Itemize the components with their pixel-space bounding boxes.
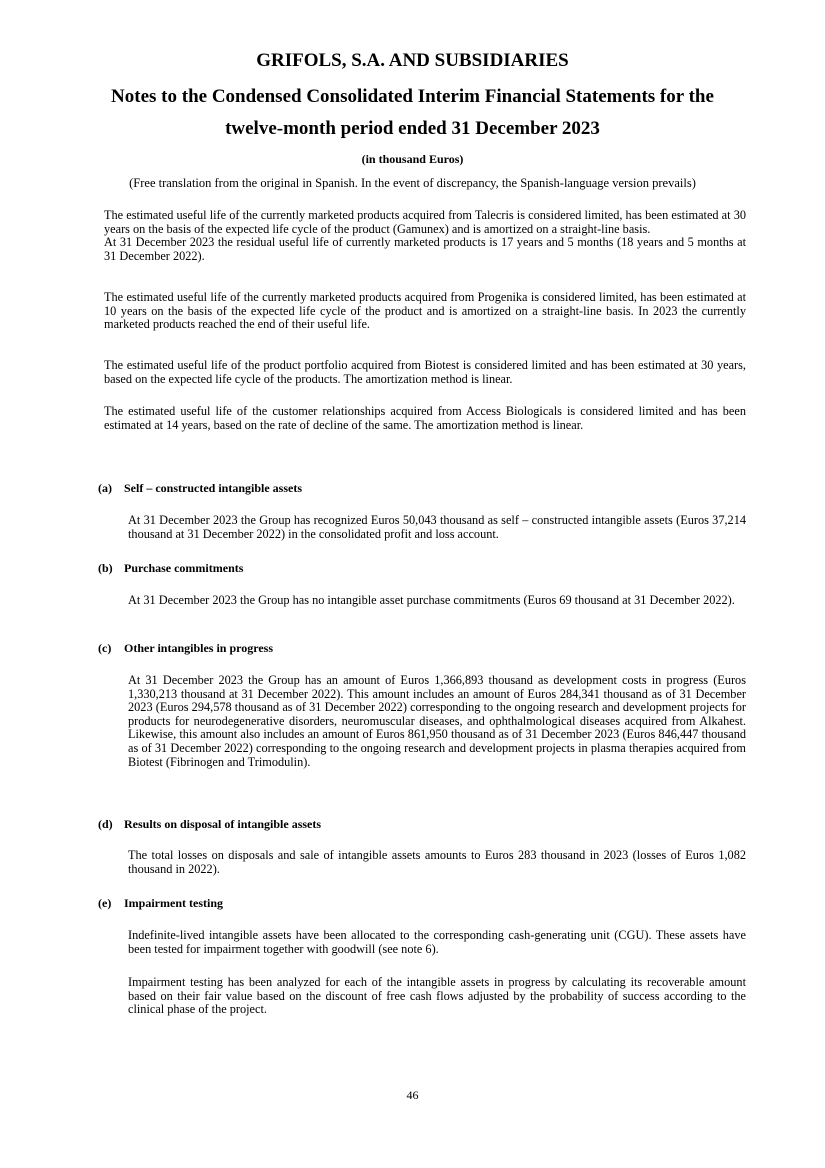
section-d-heading — [98, 817, 321, 832]
section-d-letter: (d) — [98, 817, 113, 831]
section-a-text: At 31 December 2023 the Group has recognized Euros 50,043 thousand as self – constructed intangible assets (Euros 37,214 thousand at 31 December 2022) in the consolidated profit and loss account. — [128, 513, 746, 541]
biotest-text: The estimated useful life of the product portfolio acquired from Biotest is considered limited and has been estimated at 30 years, based on the expected life cycle of the products. The amortization method is linear. — [104, 358, 746, 386]
section-c-text: At 31 December 2023 the Group has an amount of Euros 1,366,893 thousand as development costs in progress (Euros 1,330,213 thousand at 31 December 2022). This amount includes an amount of Euros 284,341 thousand as of 31 December 2023 (Euros 294,578 thousand as of 31 December 2022) corresponding to the ongoing research and development projects for products for neurodegenerative disorders, neuromuscular diseases, and ophthalmological diseases acquired from Alkahest. Likewise, this amount also includes an amount of Euros 861,950 thousand as of 31 December 2023 (Euros 846,447 thousand as of 31 December 2022) corresponding to the ongoing research and development projects in plasma therapies acquired from Biotest (Fibrinogen and Trimodulin). — [128, 673, 746, 769]
section-a-heading — [98, 481, 302, 496]
section-d-title: Results on disposal of intangible assets — [124, 817, 322, 831]
talecris-residual-life: At 31 December 2023 the residual useful life of currently marketed products is 17 years and 5 months (18 years and 5 months at 31 December 2022). — [104, 235, 746, 263]
section-a-letter: (a) — [98, 481, 112, 495]
section-e-text-1: Indefinite-lived intangible assets have been allocated to the corresponding cash-generating unit (CGU). These assets have been tested for impairment together with goodwill (see note 6). — [128, 928, 746, 956]
section-c-title: Other intangibles in progress — [124, 641, 274, 655]
section-d-text: The total losses on disposals and sale of intangible assets amounts to Euros 283 thousand in 2023 (losses of Euros 1,082 thousand in 2022). — [128, 848, 746, 876]
section-e-letter: (e) — [98, 896, 112, 910]
intro-paragraph-access-biologicals — [104, 405, 746, 432]
section-e-text-2: Impairment testing has been analyzed for each of the intangible assets in progress by calculating its recoverable amount based on their fair value based on the discount of free cash flows adjusted by the probability of success according to the clinical phase of the project. — [128, 975, 746, 1017]
unit-note: (in thousand Euros) — [361, 152, 464, 166]
section-e-title: Impairment testing — [124, 896, 223, 910]
intro-paragraph-talecris — [104, 209, 746, 263]
page-title-line-2: twelve-month period ended 31 December 2023 — [225, 118, 600, 139]
page-title-line-1: Notes to the Condensed Consolidated Interim Financial Statements for the — [111, 86, 714, 107]
company-name: GRIFOLS, S.A. AND SUBSIDIARIES — [256, 50, 569, 71]
section-c-letter: (c) — [98, 641, 112, 655]
section-a-title: Self – constructed intangible assets — [124, 481, 302, 495]
section-c-body — [128, 674, 746, 769]
translation-note: (Free translation from the original in Spanish. In the event of discrepancy, the Spanish-language version prevails) — [129, 176, 696, 190]
intro-paragraph-progenika — [104, 291, 746, 332]
section-b-title: Purchase commitments — [124, 561, 244, 575]
access-biologicals-text: The estimated useful life of the customer relationships acquired from Access Biologicals is considered limited and has been estimated at 14 years, based on the rate of decline of the same. The amortization method is linear. — [104, 404, 746, 432]
section-a-body — [128, 514, 746, 541]
section-e-body-2 — [128, 976, 746, 1017]
section-e-heading — [98, 896, 223, 911]
section-c-heading — [98, 641, 273, 656]
intro-paragraph-biotest — [104, 359, 746, 386]
section-b-body — [128, 594, 746, 608]
section-b-heading — [98, 561, 243, 576]
section-d-body — [128, 849, 746, 876]
section-b-text: At 31 December 2023 the Group has no intangible asset purchase commitments (Euros 69 thousand at 31 December 2022). — [128, 593, 735, 607]
page-number: 46 — [406, 1088, 419, 1102]
section-b-letter: (b) — [98, 561, 113, 575]
talecris-useful-life: The estimated useful life of the currently marketed products acquired from Talecris is considered limited, has been estimated at 30 years on the basis of the expected life cycle of the product (Gamunex) and is amortized on a straight-line basis. — [104, 208, 746, 236]
progenika-text: The estimated useful life of the currently marketed products acquired from Progenika is considered limited, has been estimated at 10 years on the basis of the expected life cycle of the product and is amortized on a straight-line basis. In 2023 the currently marketed products reached the end of their useful life. — [104, 290, 746, 332]
section-e-body-1 — [128, 929, 746, 956]
